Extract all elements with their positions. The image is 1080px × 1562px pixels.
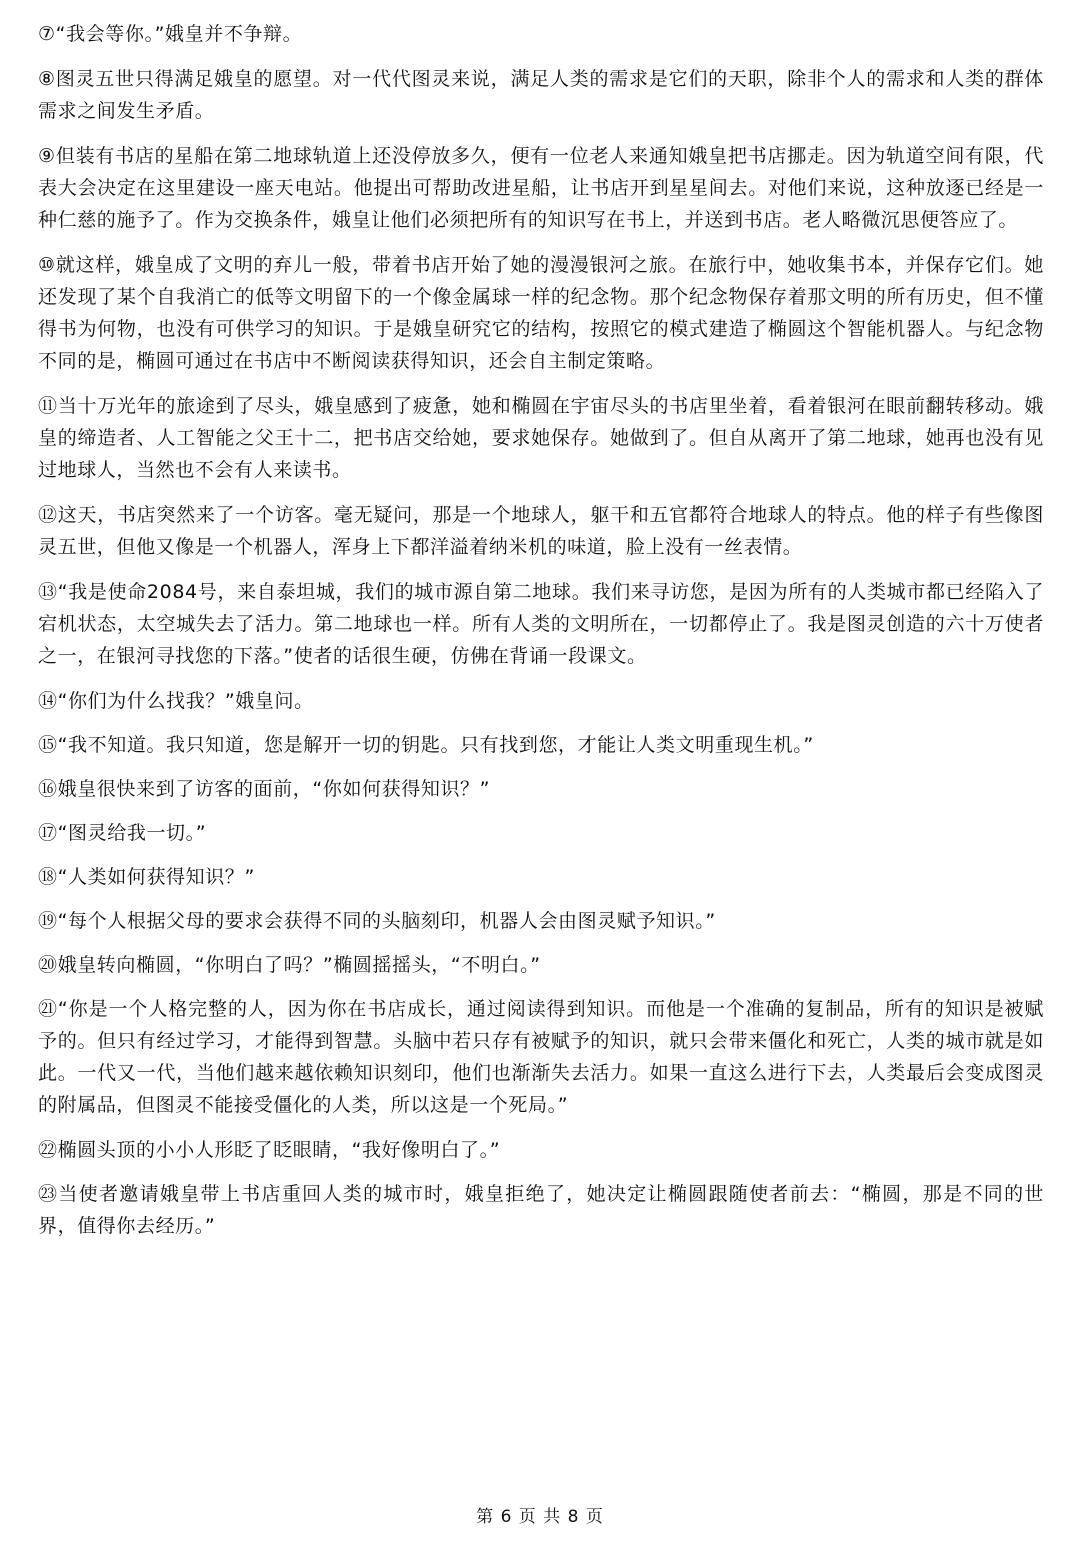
paragraph-15: [38, 729, 1044, 761]
paragraph-text: “我是使命2084号，来自泰坦城，我们的城市源自第二地球。我们来寻访您，是因为所有的人类城市都已经陷入了宕机状态，太空城失去了活力。第二地球也一样。所有人类的文明所在，一切都停止了。我是图灵创造的六十万使者之一，在银河寻找您的下落。”使者的话很生硬，仿佛在背诵一段课文。: [38, 581, 1044, 667]
paragraph-number: ⑧: [38, 68, 56, 90]
paragraph-8: [38, 63, 1044, 127]
paragraph-number: ⑳: [38, 954, 58, 976]
paragraph-18: [38, 861, 1044, 893]
paragraph-text: 就这样，娥皇成了文明的弃儿一般，带着书店开始了她的漫漫银河之旅。在旅行中，她收集书本，并保存它们。她还发现了某个自我消亡的低等文明留下的一个像金属球一样的纪念物。那个纪念物保存着那文明的所有历史，但不懂得书为何物，也没有可供学习的知识。于是娥皇研究它的结构，按照它的模式建造了椭圆这个智能机器人。与纪念物不同的是，椭圆可通过在书店中不断阅读获得知识，还会自主制定策略。: [38, 254, 1044, 372]
paragraph-text: 但装有书店的星船在第二地球轨道上还没停放多久，便有一位老人来通知娥皇把书店挪走。因为轨道空间有限，代表大会决定在这里建设一座天电站。他提出可帮助改进星船，让书店开到星星间去。对他们来说，这种放逐已经是一种仁慈的施予了。作为交换条件，娥皇让他们必须把所有的知识写在书上，并送到书店。老人略微沉思便答应了。: [38, 145, 1044, 231]
paragraph-19: [38, 905, 1044, 937]
paragraph-11: [38, 390, 1044, 486]
paragraph-text: 椭圆头顶的小小人形眨了眨眼睛，“我好像明白了。”: [57, 1139, 501, 1161]
paragraph-21: [38, 993, 1044, 1121]
paragraph-number: ⑯: [38, 778, 58, 800]
paragraph-17: [38, 817, 1044, 849]
paragraph-22: [38, 1134, 1044, 1166]
paragraph-text: “你是一个人格完整的人，因为你在书店成长，通过阅读得到知识。而他是一个准确的复制品，所有的知识是被赋予的。但只有经过学习，才能得到智慧。头脑中若只存有被赋予的知识，就只会带来僵化和死亡，人类的城市就是如此。一代又一代，当他们越来越依赖知识刻印，他们也渐渐失去活力。如果一直这么进行下去，人类最后会变成图灵的附属品，但图灵不能接受僵化的人类，所以这是一个死局。”: [38, 998, 1044, 1116]
paragraph-text: 娥皇转向椭圆，“你明白了吗？”椭圆摇摇头，“不明白。”: [57, 954, 541, 976]
paragraph-number: ㉒: [38, 1139, 58, 1161]
paragraph-number: ⑬: [38, 581, 58, 603]
paragraph-text: “我会等你。”娥皇并不争辩。: [55, 23, 303, 45]
paragraph-text: 图灵五世只得满足娥皇的愿望。对一代代图灵来说，满足人类的需求是它们的天职，除非个人的需求和人类的群体需求之间发生矛盾。: [38, 68, 1044, 122]
paragraph-text: 当十万光年的旅途到了尽头，娥皇感到了疲惫，她和椭圆在宇宙尽头的书店里坐着，看着银河在眼前翻转移动。娥皇的缔造者、人工智能之父王十二，把书店交给她，要求她保存。她做到了。但自从离开了第二地球，她再也没有见过地球人，当然也不会有人来读书。: [38, 395, 1044, 481]
paragraph-9: [38, 140, 1044, 236]
paragraph-text: 这天，书店突然来了一个访客。毫无疑问，那是一个地球人，躯干和五官都符合地球人的特点。他的样子有些像图灵五世，但他又像是一个机器人，浑身上下都洋溢着纳米机的味道，脸上没有一丝表情。: [38, 504, 1044, 558]
paragraph-number: ⑪: [38, 395, 58, 417]
paragraph-13: [38, 576, 1044, 672]
paragraph-23: [38, 1178, 1044, 1242]
paragraph-number: ⑨: [38, 145, 56, 167]
paragraph-text: “人类如何获得知识？”: [57, 866, 255, 888]
story-text: [38, 18, 1044, 1255]
paragraph-text: “你们为什么找我？”娥皇问。: [57, 690, 314, 712]
paragraph-text: “我不知道。我只知道，您是解开一切的钥匙。只有找到您，才能让人类文明重现生机。”: [57, 734, 814, 756]
paragraph-number: ⑫: [38, 504, 58, 526]
paragraph-number: ⑮: [38, 734, 58, 756]
page-footer: 第 6 页 共 8 页: [476, 1507, 604, 1527]
paragraph-number: ⑲: [38, 910, 58, 932]
paragraph-text: 当使者邀请娥皇带上书店重回人类的城市时，娥皇拒绝了，她决定让椭圆跟随使者前去：“椭圆，那是不同的世界，值得你去经历。”: [38, 1183, 1044, 1237]
paragraph-7: [38, 18, 1044, 50]
paragraph-14: [38, 685, 1044, 717]
paragraph-number: ㉑: [38, 998, 58, 1020]
paragraph-text: “每个人根据父母的要求会获得不同的头脑刻印，机器人会由图灵赋予知识。”: [57, 910, 716, 932]
paragraph-20: [38, 949, 1044, 981]
paragraph-number: ㉓: [38, 1183, 59, 1205]
paragraph-16: [38, 773, 1044, 805]
paragraph-number: ⑩: [38, 254, 56, 276]
paragraph-number: ⑱: [38, 866, 58, 888]
paragraph-number: ⑭: [38, 690, 58, 712]
paragraph-number: ⑦: [38, 23, 56, 45]
paragraph-text: “图灵给我一切。”: [57, 822, 207, 844]
paragraph-number: ⑰: [38, 822, 58, 844]
paragraph-10: [38, 249, 1044, 377]
paragraph-12: [38, 499, 1044, 563]
paragraph-text: 娥皇很快来到了访客的面前，“你如何获得知识？”: [57, 778, 491, 800]
